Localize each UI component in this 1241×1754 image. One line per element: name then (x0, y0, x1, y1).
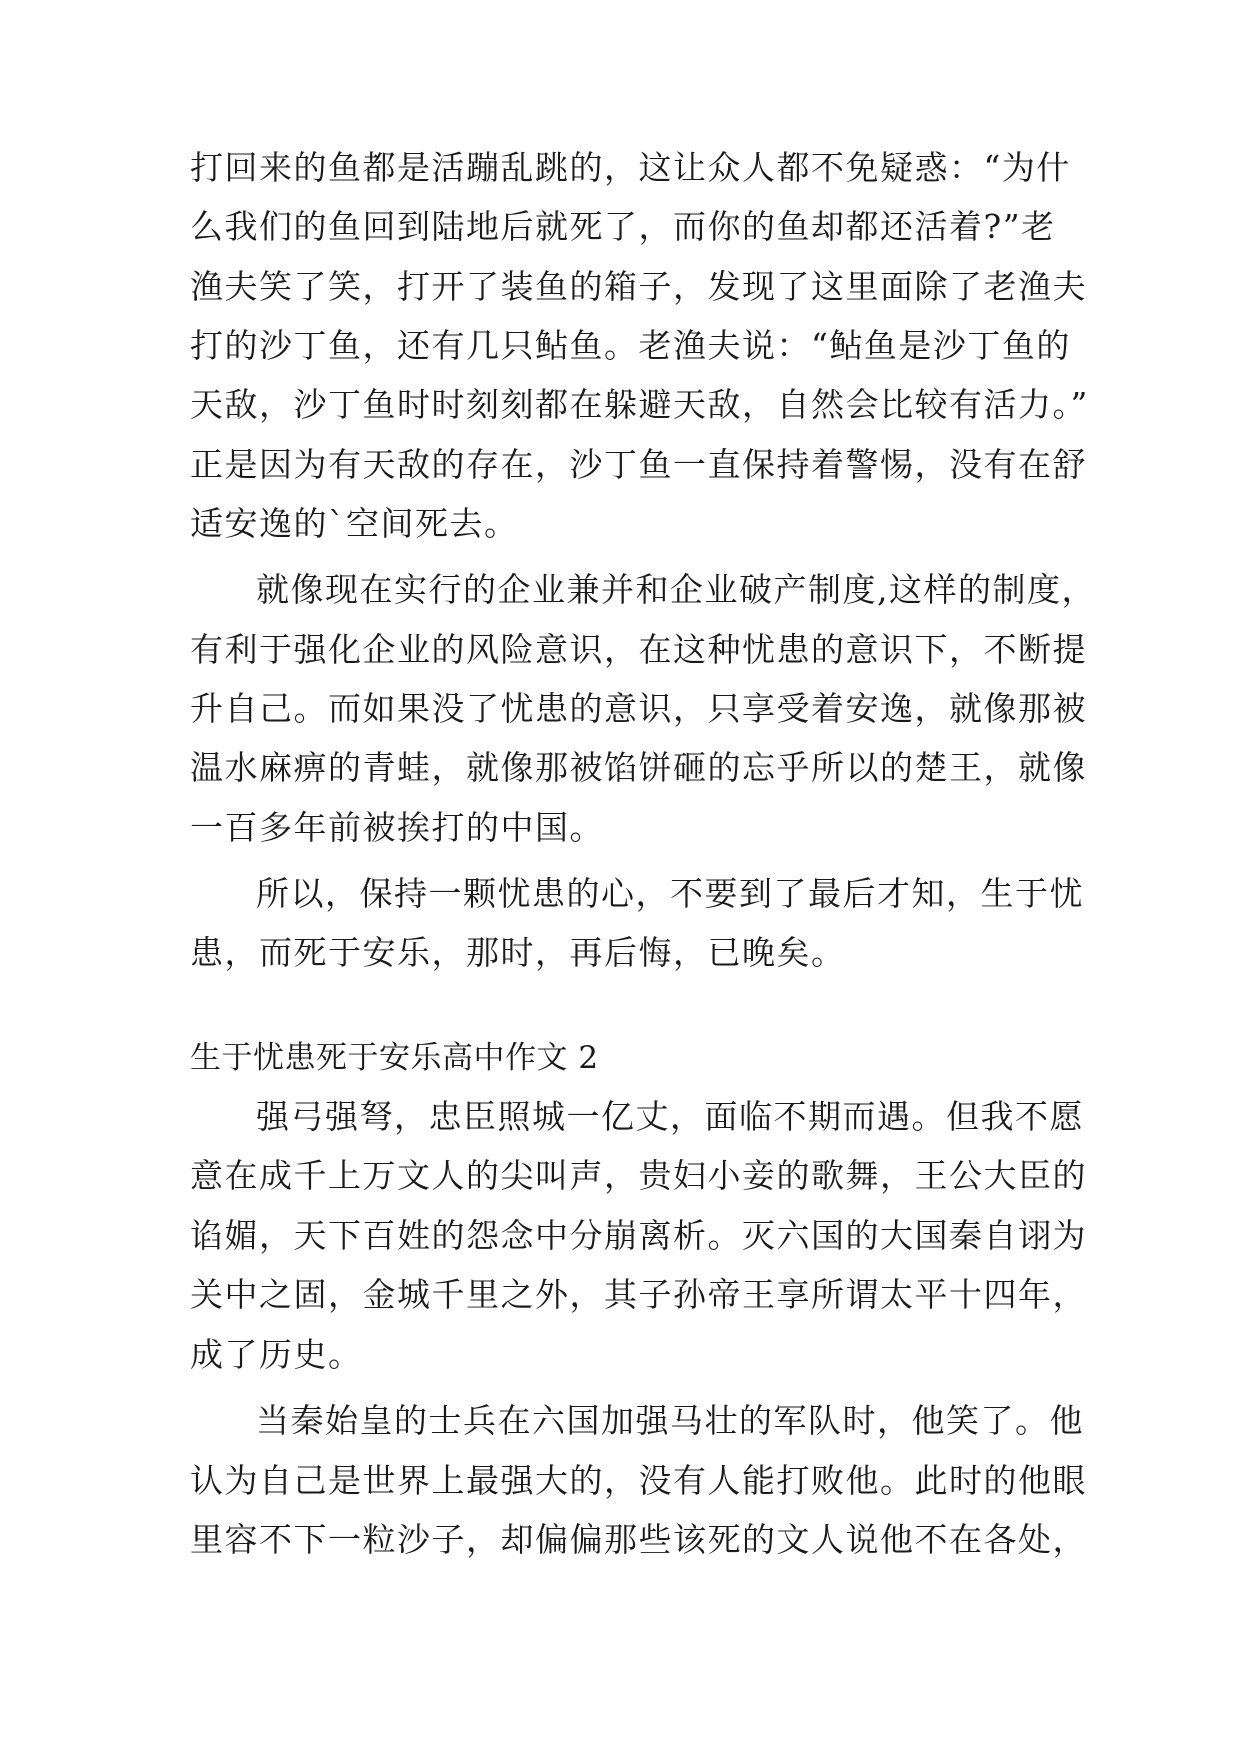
text-line: 当秦始皇的士兵在六国加强马壮的军队时，他笑了。他 (256, 1401, 1084, 1440)
text-line: 里容不下一粒沙子，却偏偏那些该死的文人说他不在各处， (190, 1520, 1087, 1559)
text-line: 成了历史。 (190, 1335, 363, 1374)
text-line: 意在成千上万文人的尖叫声，贵妇小妾的歌舞，王公大臣的 (190, 1156, 1087, 1195)
text-line: 就像现在实行的企业兼并和企业破产制度,这样的制度， (256, 570, 1096, 609)
text-line: 升自己。而如果没了忧患的意识，只享受着安逸，就像那被 (190, 689, 1087, 728)
text-line: 温水麻痹的青蛙，就像那被馅饼砸的忘乎所以的楚王，就像 (190, 748, 1087, 787)
text-line: 有利于强化企业的风险意识，在这种忧患的意识下，不断提 (190, 630, 1087, 669)
text-line: 关中之固，金城千里之外，其子孙帝王享所谓太平十四年， (190, 1275, 1087, 1314)
text-line: 认为自己是世界上最强大的，没有人能打败他。此时的他眼 (190, 1461, 1087, 1500)
text-line: 正是因为有天敌的存在，沙丁鱼一直保持着警惕，没有在舒 (190, 445, 1087, 484)
text-line: 所以，保持一颗忧患的心，不要到了最后才知，生于忧 (256, 874, 1084, 913)
text-line: 打回来的鱼都是活蹦乱跳的，这让众人都不免疑惑：“为什 (190, 148, 1071, 187)
text-line: 打的沙丁鱼，还有几只鲇鱼。老渔夫说：“鲇鱼是沙丁鱼的 (190, 326, 1071, 365)
text-line: 么我们的鱼回到陆地后就死了，而你的鱼却都还活着?”老 (190, 207, 1056, 246)
text-line: 一百多年前被挨打的中国。 (190, 808, 604, 847)
section-heading: 生于忧患死于安乐高中作文 2 (190, 1040, 599, 1076)
text-line: 强弓强弩，忠臣照城一亿丈，面临不期而遇。但我不愿 (256, 1097, 1084, 1136)
text-line: 渔夫笑了笑，打开了装鱼的箱子，发现了这里面除了老渔夫 (190, 267, 1087, 306)
text-line: 天敌，沙丁鱼时时刻刻都在躲避天敌，自然会比较有活力。” (190, 385, 1089, 424)
text-line: 谄媚，天下百姓的怨念中分崩离析。灭六国的大国秦自诩为 (190, 1216, 1087, 1255)
text-line: 患，而死于安乐，那时，再后悔，已晚矣。 (190, 933, 846, 972)
text-line: 适安逸的`空间死去。 (190, 504, 519, 543)
